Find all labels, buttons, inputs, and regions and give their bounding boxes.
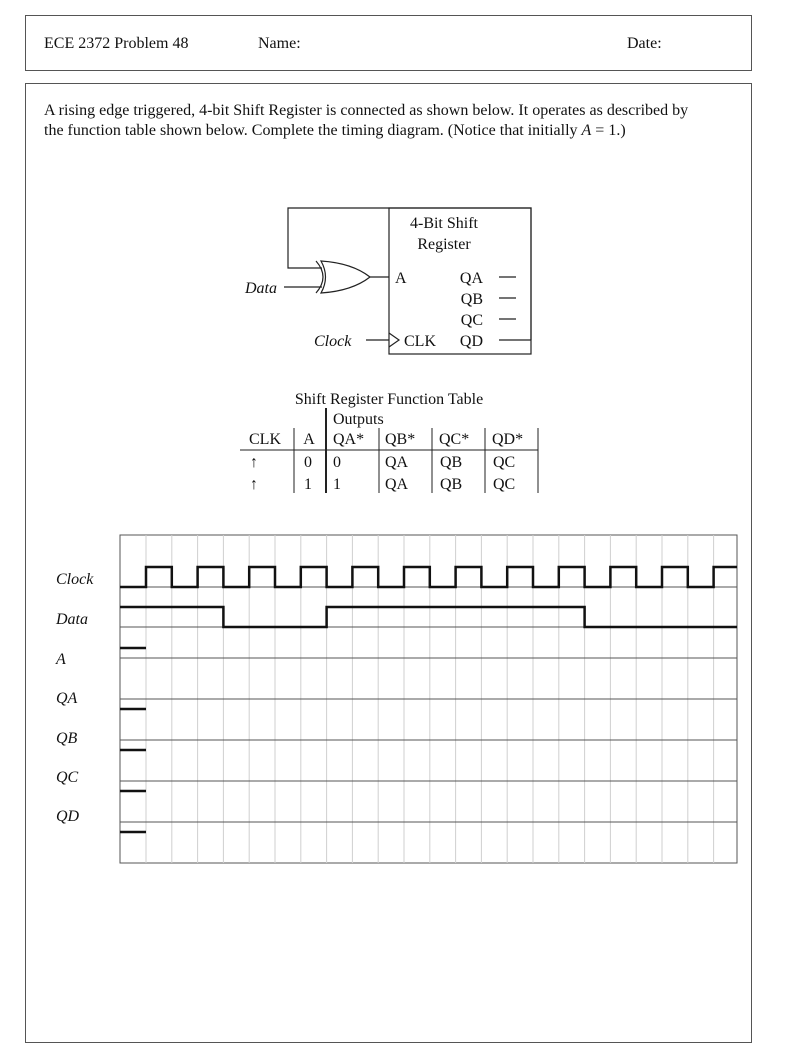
signal-label-qa: QA	[56, 690, 78, 707]
header-qc: QC*	[439, 431, 470, 448]
row2-clk: ↑	[250, 476, 258, 493]
header-clk: CLK	[249, 431, 281, 448]
row1-qc: QB	[440, 454, 463, 471]
output-qb-label: QB	[460, 291, 483, 308]
problem-text-var: A	[581, 122, 592, 139]
row2-qa: 1	[333, 476, 341, 493]
block-title-1: 4-Bit Shift	[409, 215, 479, 232]
table-title: Shift Register Function Table	[294, 391, 484, 408]
problem-text-end: = 1.)	[591, 122, 626, 139]
row1-qd: QC	[493, 454, 516, 471]
outputs-label: Outputs	[333, 411, 384, 428]
input-clk-label: CLK	[404, 333, 436, 350]
signal-label-qb: QB	[56, 730, 78, 747]
name-label: Name:	[258, 35, 301, 52]
header-qa: QA*	[333, 431, 365, 448]
clock-input-label: Clock	[314, 333, 352, 350]
row2-qd: QC	[493, 476, 516, 493]
row2-qc: QB	[440, 476, 463, 493]
problem-label: ECE 2372 Problem 48	[44, 35, 189, 52]
header-qd: QD*	[492, 431, 524, 448]
output-qc-label: QC	[460, 312, 483, 329]
block-title-2: Register	[417, 236, 471, 253]
signal-label-clock: Clock	[56, 571, 94, 588]
row1-qa: 0	[333, 454, 341, 471]
input-a-label: A	[395, 270, 407, 287]
header-a: A	[303, 431, 315, 448]
header-qb: QB*	[385, 431, 416, 448]
clock-waveform	[120, 567, 737, 587]
date-label: Date:	[627, 35, 662, 52]
row1-clk: ↑	[250, 454, 258, 471]
data-waveform	[120, 607, 737, 627]
signal-label-qc: QC	[56, 769, 79, 786]
data-input-label: Data	[245, 280, 277, 297]
signal-label-data: Data	[56, 611, 88, 628]
row1-qb: QA	[385, 454, 409, 471]
row1-a: 0	[304, 454, 312, 471]
signal-label-a: A	[56, 651, 66, 668]
signal-label-qd: QD	[56, 808, 80, 825]
row2-a: 1	[304, 476, 312, 493]
output-qa-label: QA	[459, 270, 483, 287]
problem-text-part: A rising edge triggered, 4-bit Shift Register is connected as shown below. It operates as described by the function table shown below. Complete the timing diagram. (Notice that initially	[44, 102, 689, 139]
output-qd-label: QD	[459, 333, 483, 350]
row2-qb: QA	[385, 476, 409, 493]
